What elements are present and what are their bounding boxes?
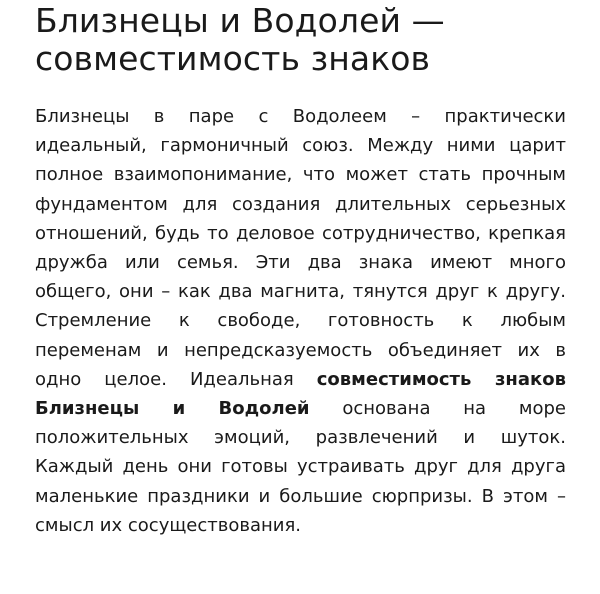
article [35, 0, 566, 540]
page-title: Близнецы и Водолей — совместимость знаков [35, 1, 445, 78]
paragraph-text-start: Близнецы в паре с Водолеем – практически идеальный, гармоничный союз. Между ними царит полное взаимопонимание, что может стать прочным фундаментом для создания длительных серьезных отношений, будь то деловое сотрудничество, крепкая дружба или семья. Эти два знака имеют много общего, они – как два магнита, тянутся друг к другу. Стремление к свободе, готовность к любым переменам и непредсказуемость объединяет их в одно целое. Идеальная [35, 106, 566, 390]
paragraph-text-end: основана на море положительных эмоций, развлечений и шуток. Каждый день они готовы устраивать друг для друга маленькие праздники и большие сюрпризы. В этом – смысл их сосуществования. [35, 398, 566, 536]
article-paragraph [35, 102, 566, 540]
paragraph-bold-phrase: совместимость знаков Близнецы и Водолей [35, 368, 566, 420]
